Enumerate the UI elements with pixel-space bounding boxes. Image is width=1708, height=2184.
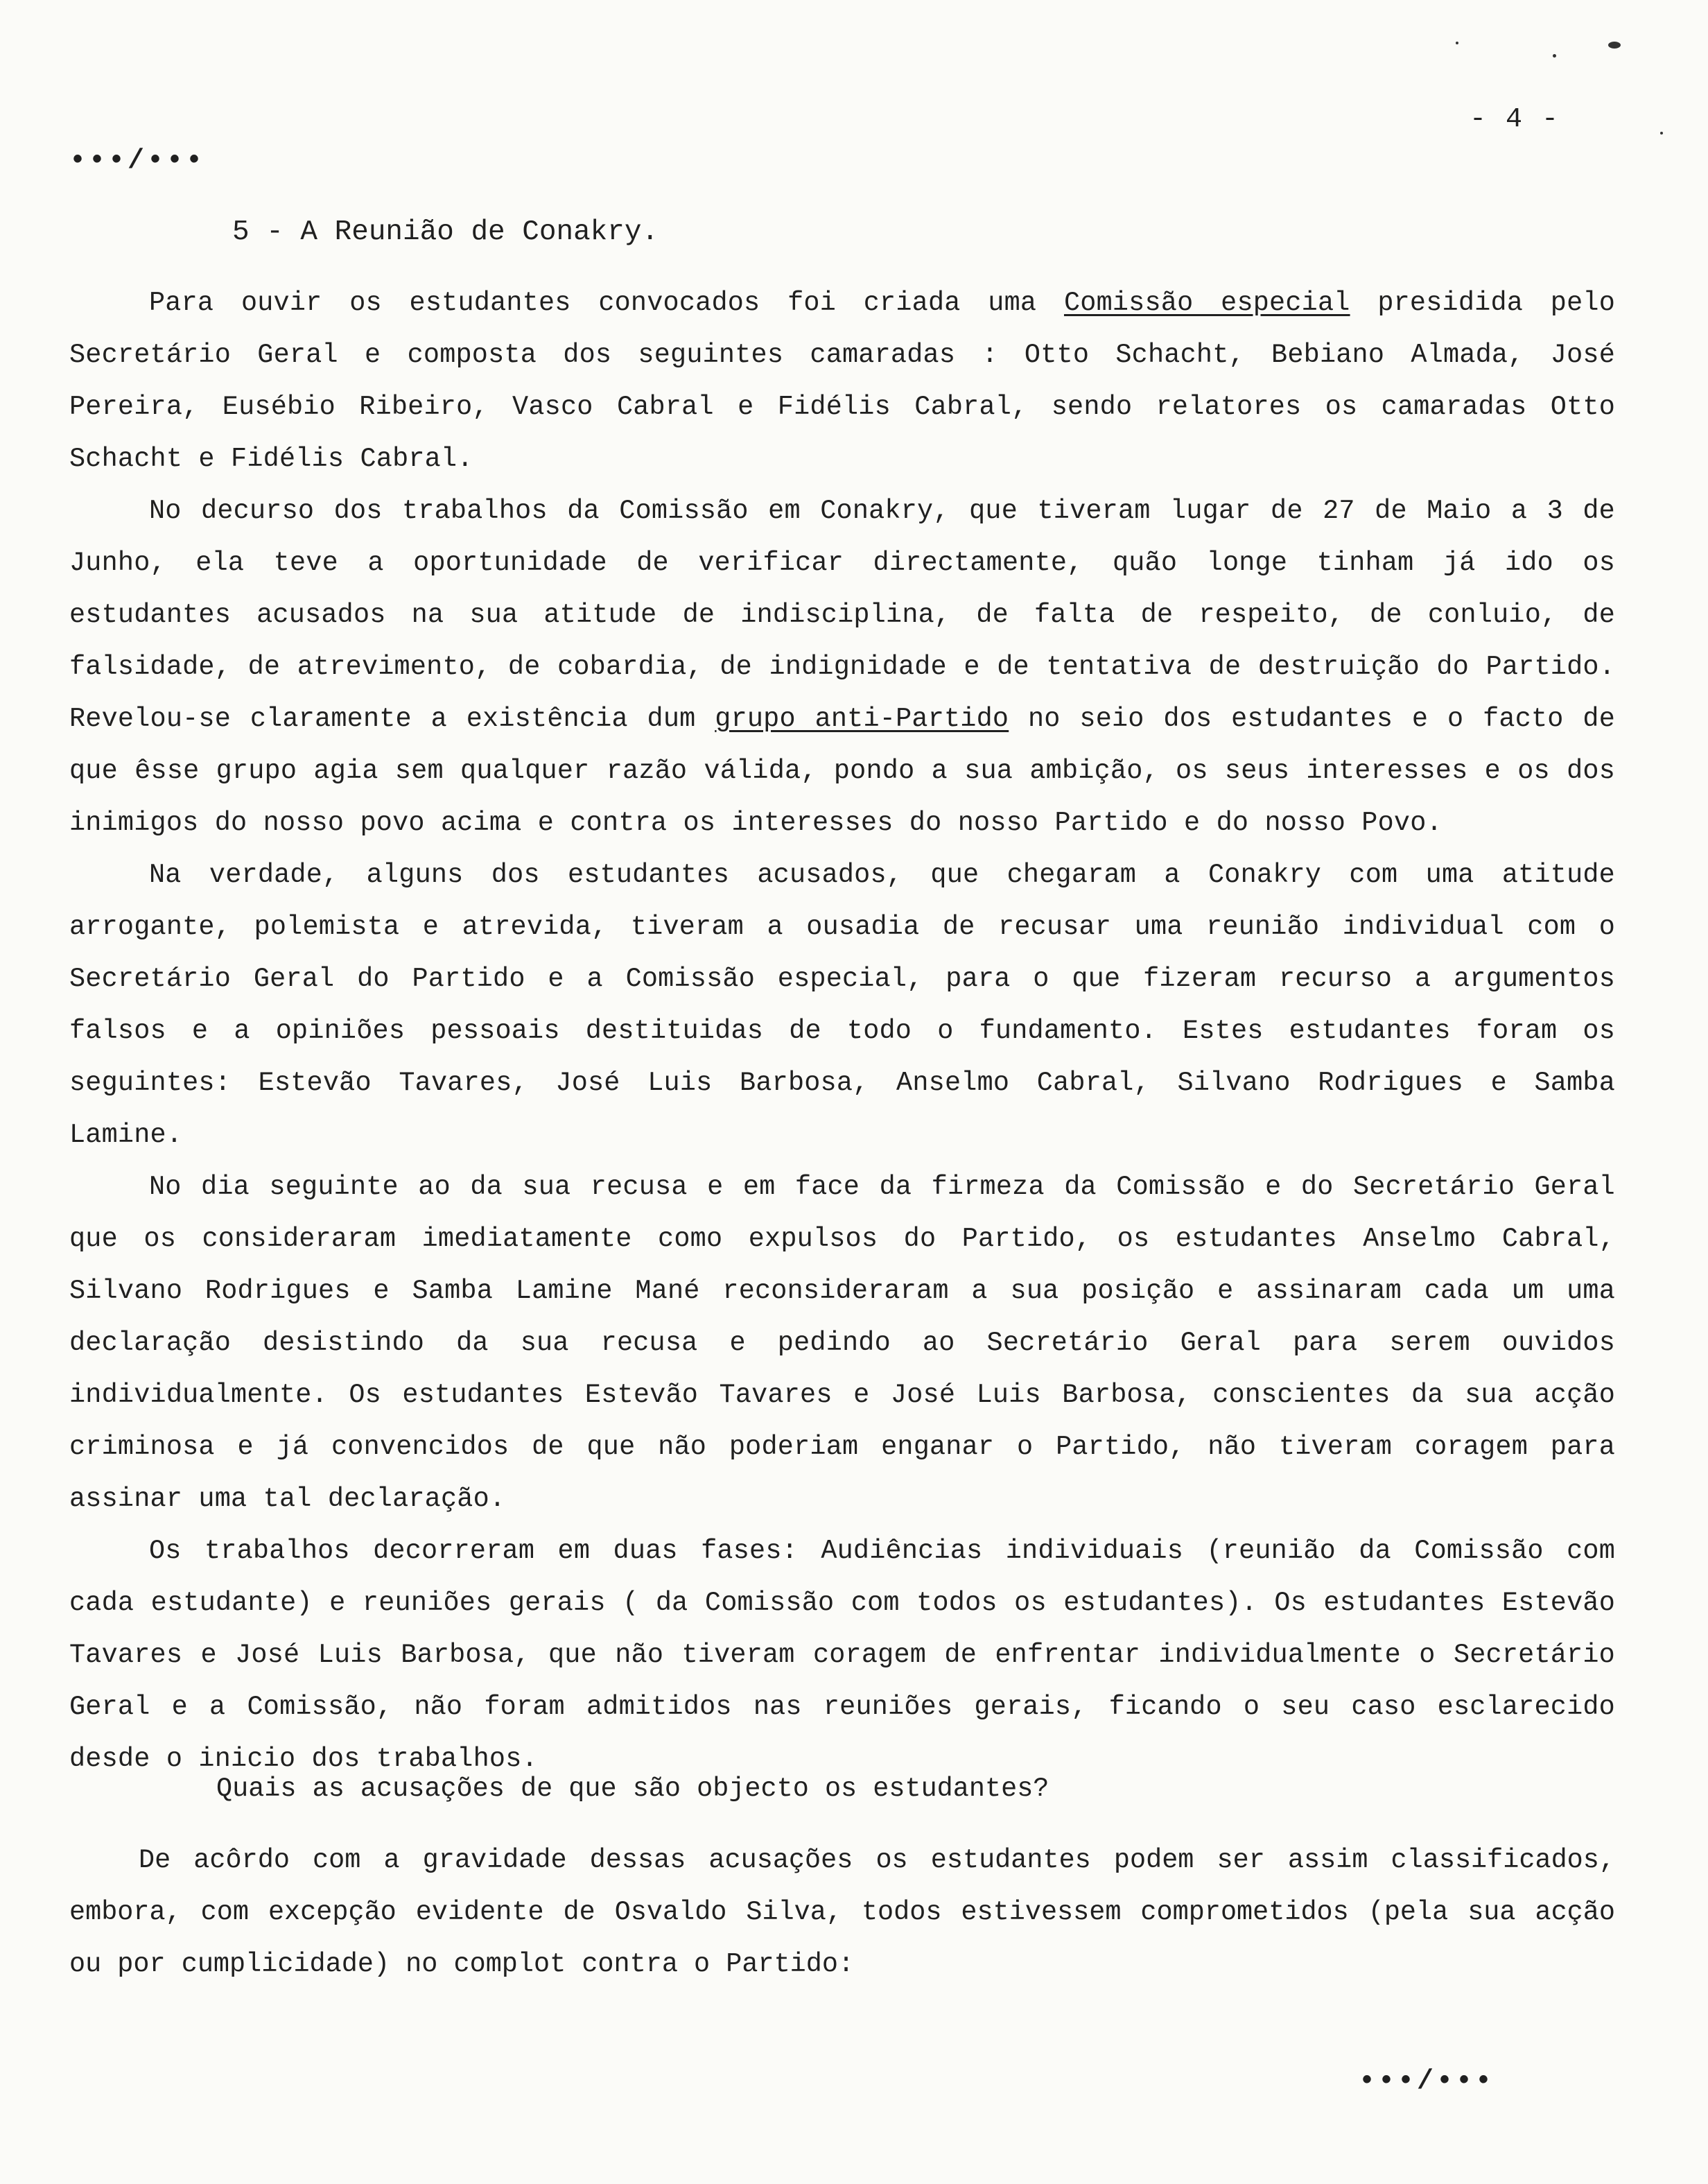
paragraph-next-day xyxy=(69,1161,1615,1525)
scan-speck xyxy=(1608,42,1621,49)
scan-speck xyxy=(1456,42,1458,44)
paragraph-refusal xyxy=(69,849,1615,1161)
body-text xyxy=(69,277,1615,1785)
paragraph-text: presidida pelo Secretário Geral e composta dos seguintes camaradas : Otto Schacht, Bebiano Almada, José Pereira, Eusébio Ribeiro, Vasco Cabral e Fidélis Cabral, sendo relatores os camaradas Otto Schacht e Fidélis Cabral. xyxy=(69,288,1616,474)
continuation-mark-top: •••/••• xyxy=(69,146,206,177)
scan-speck xyxy=(1553,54,1556,58)
paragraph-text: No decurso dos trabalhos da Comissão em Conakry, que tiveram lugar de 27 de Maio a 3 de Junho, ela teve a oportunidade de verificar directamente, quão longe tinham já ido os estudantes acusados na sua atitude de indisciplina, de falta de respeito, de conluio, de falsidade, de atrevimento, de cobardia, de indignidade e de tentativa de destruição do Partido. Revelou-se claramente a existência dum xyxy=(69,496,1615,734)
underlined-term: Comissão especial xyxy=(1063,288,1350,318)
question-heading: Quais as acusações de que são objecto os estudantes? xyxy=(216,1774,1049,1804)
paragraph-text: Para ouvir os estudantes convocados foi criada uma xyxy=(149,288,1064,318)
continuation-mark-bottom: •••/••• xyxy=(1359,2066,1495,2097)
paragraph-text: no seio dos estudantes e o facto de que êsse grupo agia sem qualquer razão válida, pondo a sua ambição, os seus interesses e os dos inimigos do nosso povo acima e contra os interesses do nosso Partido e do nosso Povo. xyxy=(69,704,1616,838)
paragraph-phases xyxy=(69,1525,1615,1785)
paragraph-proceedings xyxy=(69,485,1615,849)
paragraph-text: Na verdade, alguns dos estudantes acusados, que chegaram a Conakry com uma atitude arrogante, polemista e atrevida, tiveram a ousadia de recusar uma reunião individual com o Secretário Geral do Partido e a Comissão especial, para o que fizeram recurso a argumentos falsos e a opiniões pessoais destituidas de todo o fundamento. Estes estudantes foram os seguintes: Estevão Tavares, José Luis Barbosa, Anselmo Cabral, Silvano Rodrigues e Samba Lamine. xyxy=(69,860,1615,1150)
closing-section xyxy=(69,1835,1615,1991)
paragraph-classification: De acôrdo com a gravidade dessas acusações os estudantes podem ser assim classificados, embora, com excepção evidente de Osvaldo Silva, todos estivessem comprometidos (pela sua acção ou por cumplicidade) no complot contra o Partido: xyxy=(69,1845,1615,1979)
underlined-term: grupo anti-Partido xyxy=(715,704,1009,734)
section-heading: 5 - A Reunião de Conakry. xyxy=(232,216,659,248)
paragraph-commission xyxy=(69,277,1615,485)
paragraph-text: No dia seguinte ao da sua recusa e em face da firmeza da Comissão e do Secretário Geral que os consideraram imediatamente como expulsos do Partido, os estudantes Anselmo Cabral, Silvano Rodrigues e Samba Lamine Mané reconsideraram a sua posição e assinaram cada um uma declaração desistindo da sua recusa e pedindo ao Secretário Geral para serem ouvidos individualmente. Os estudantes Estevão Tavares e José Luis Barbosa, conscientes da sua acção criminosa e já convencidos de que não poderiam enganar o Partido, não tiveram coragem para assinar uma tal declaração. xyxy=(69,1172,1615,1514)
paragraph-text: Os trabalhos decorreram em duas fases: Audiências individuais (reunião da Comissão com cada estudante) e reuniões gerais ( da Comissão com todos os estudantes). Os estudantes Estevão Tavares e José Luis Barbosa, que não tiveram coragem de enfrentar individualmente o Secretário Geral e a Comissão, não foram admitidos nas reuniões gerais, ficando o seu caso esclarecido desde o inicio dos trabalhos. xyxy=(69,1536,1615,1774)
page-number: - 4 - xyxy=(1470,104,1560,135)
scan-speck xyxy=(1660,132,1663,135)
